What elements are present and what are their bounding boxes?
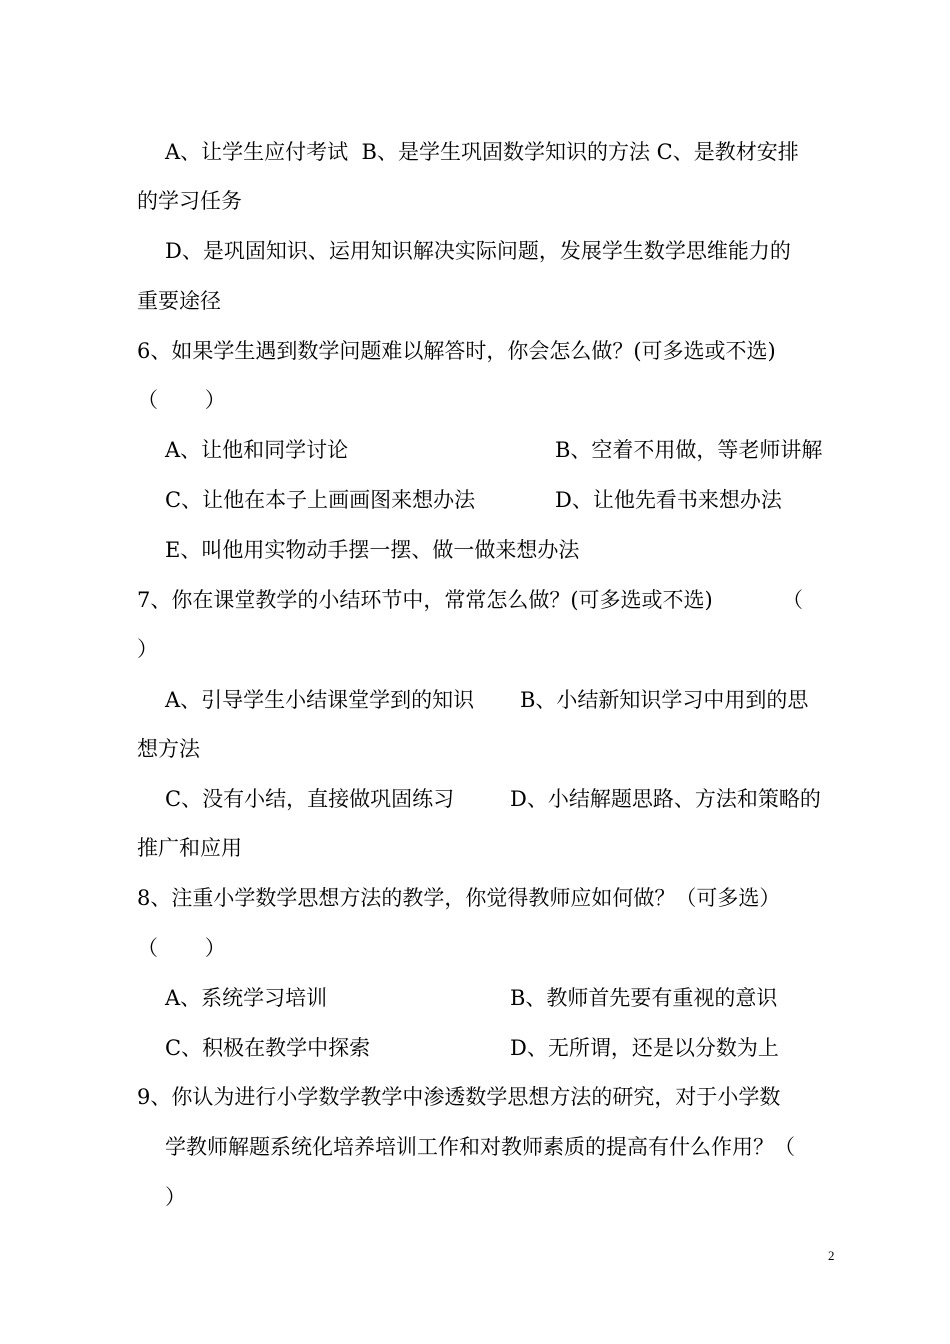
q5-options-line-1: A、让学生应付考试 B、是学生巩固数学知识的方法 C、是教材安排 — [165, 140, 799, 164]
q8-question: 8、注重小学数学思想方法的教学，你觉得教师应如何做？（可多选） — [137, 886, 781, 910]
q9-question-line-1: 9、你认为进行小学数学教学中渗透数学思想方法的研究，对于小学数 — [137, 1085, 781, 1109]
q7-option-d-line-1: D、小结解题思路、方法和策略的 — [510, 787, 821, 811]
q8-option-d: D、无所谓，还是以分数为上 — [510, 1036, 779, 1060]
q5-option-d-line-1: D、是巩固知识、运用知识解决实际问题，发展学生数学思维能力的 — [165, 239, 791, 263]
q6-option-d: D、让他先看书来想办法 — [555, 488, 782, 512]
q9-question-line-2: 学教师解题系统化培养培训工作和对教师素质的提高有什么作用？（ — [165, 1135, 795, 1159]
q7-option-a: A、引导学生小结课堂学到的知识 — [165, 688, 475, 712]
q7-blank-close: ） — [137, 637, 158, 661]
q8-answer-blank: （ ） — [137, 936, 226, 960]
q6-option-c: C、让他在本子上画画图来想办法 — [165, 488, 476, 512]
q6-answer-blank: （ ） — [137, 388, 226, 412]
q7-blank-open: （ — [782, 588, 803, 612]
q7-option-b-line-2: 想方法 — [137, 737, 200, 761]
page-number: 2 — [828, 1248, 835, 1263]
q7-option-b-line-1: B、小结新知识学习中用到的思 — [520, 688, 809, 712]
q7-option-d-line-2: 推广和应用 — [137, 836, 242, 860]
q6-option-e: E、叫他用实物动手摆一摆、做一做来想办法 — [165, 538, 580, 562]
q7-question: 7、你在课堂教学的小结环节中，常常怎么做？(可多选或不选) — [137, 588, 713, 612]
q9-blank-close: ） — [165, 1185, 186, 1209]
q7-option-c: C、没有小结，直接做巩固练习 — [165, 787, 455, 811]
q8-option-b: B、教师首先要有重视的意识 — [510, 986, 778, 1010]
q6-question: 6、如果学生遇到数学问题难以解答时，你会怎么做？(可多选或不选) — [137, 339, 776, 363]
q8-option-c: C、积极在教学中探索 — [165, 1036, 371, 1060]
q8-option-a: A、系统学习培训 — [165, 986, 328, 1010]
q6-option-a: A、让他和同学讨论 — [165, 438, 349, 462]
q5-option-d-line-2: 重要途径 — [137, 289, 221, 313]
q5-options-line-2: 的学习任务 — [137, 189, 242, 213]
q6-option-b: B、空着不用做，等老师讲解 — [555, 438, 823, 462]
